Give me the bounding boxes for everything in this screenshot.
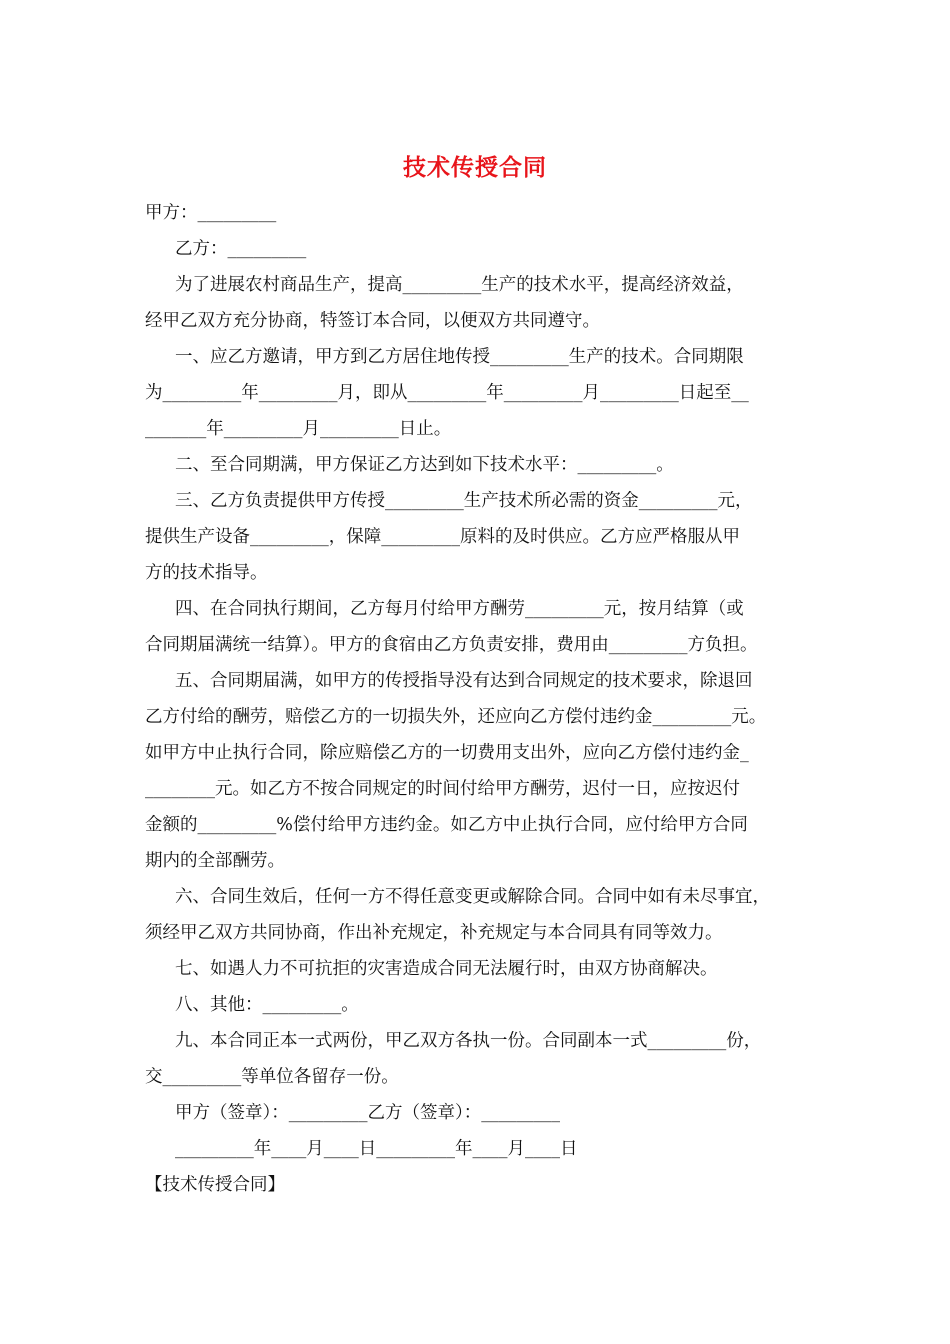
- document-body: [145, 195, 810, 1203]
- document-line: 甲方：_________: [145, 203, 277, 223]
- document-line: 一、应乙方邀请，甲方到乙方居住地传授_________生产的技术。合同期限: [175, 347, 744, 367]
- document-line: 甲方（签章）：_________乙方（签章）：_________: [175, 1103, 560, 1123]
- document-line: 六、合同生效后，任何一方不得任意变更或解除合同。合同中如有未尽事宜，: [175, 887, 770, 907]
- document-line: 交_________等单位各留存一份。: [145, 1067, 399, 1087]
- document-line: 三、乙方负责提供甲方传授_________生产技术所必需的资金_________元，: [175, 491, 753, 511]
- document-line: _______年_________月_________日止。: [145, 419, 452, 439]
- document-line: 金额的_________%偿付给甲方违约金。如乙方中止执行合同，应付给甲方合同: [145, 815, 748, 835]
- document-line: 【技术传授合同】: [145, 1175, 285, 1195]
- document-line: 二、至合同期满，甲方保证乙方达到如下技术水平：_________。: [175, 455, 674, 475]
- document-line: 乙方付给的酬劳，赔偿乙方的一切损失外，还应向乙方偿付违约金_________元。: [145, 707, 767, 727]
- document-line: 乙方：_________: [175, 239, 307, 259]
- document-line: 合同期届满统一结算）。甲方的食宿由乙方负责安排，费用由_________方负担。: [145, 635, 758, 655]
- document-line: 为了进展农村商品生产，提高_________生产的技术水平，提高经济效益，: [175, 275, 744, 295]
- document-line: 须经甲乙双方共同协商，作出补充规定，补充规定与本合同具有同等效力。: [145, 923, 723, 943]
- document-line: 提供生产设备_________，保障_________原料的及时供应。乙方应严格服从甲: [145, 527, 740, 547]
- document-line: _________年____月____日_________年____月____日: [175, 1139, 578, 1159]
- document-line: 五、合同期届满，如甲方的传授指导没有达到合同规定的技术要求，除退回: [175, 671, 753, 691]
- document-line: 方的技术指导。: [145, 563, 268, 583]
- document-line: 经甲乙双方充分协商，特签订本合同，以便双方共同遵守。: [145, 311, 600, 331]
- document-line: 四、在合同执行期间，乙方每月付给甲方酬劳_________元，按月结算（或: [175, 599, 744, 619]
- document-line: 九、本合同正本一式两份，甲乙双方各执一份。合同副本一式_________份，: [175, 1031, 762, 1051]
- document-line: ________元。如乙方不按合同规定的时间付给甲方酬劳，迟付一日，应按迟付: [145, 779, 740, 799]
- document-line: 期内的全部酬劳。: [145, 851, 285, 871]
- document-line: 八、其他：_________。: [175, 995, 359, 1015]
- document-line: 七、如遇人力不可抗拒的灾害造成合同无法履行时，由双方协商解决。: [175, 959, 718, 979]
- document-title: 技术传授合同: [403, 154, 547, 181]
- document-line: 为_________年_________月，即从_________年_________月_________日起至__: [145, 383, 749, 403]
- document-line: 如甲方中止执行合同，除应赔偿乙方的一切费用支出外，应向乙方偿付违约金_: [145, 743, 749, 763]
